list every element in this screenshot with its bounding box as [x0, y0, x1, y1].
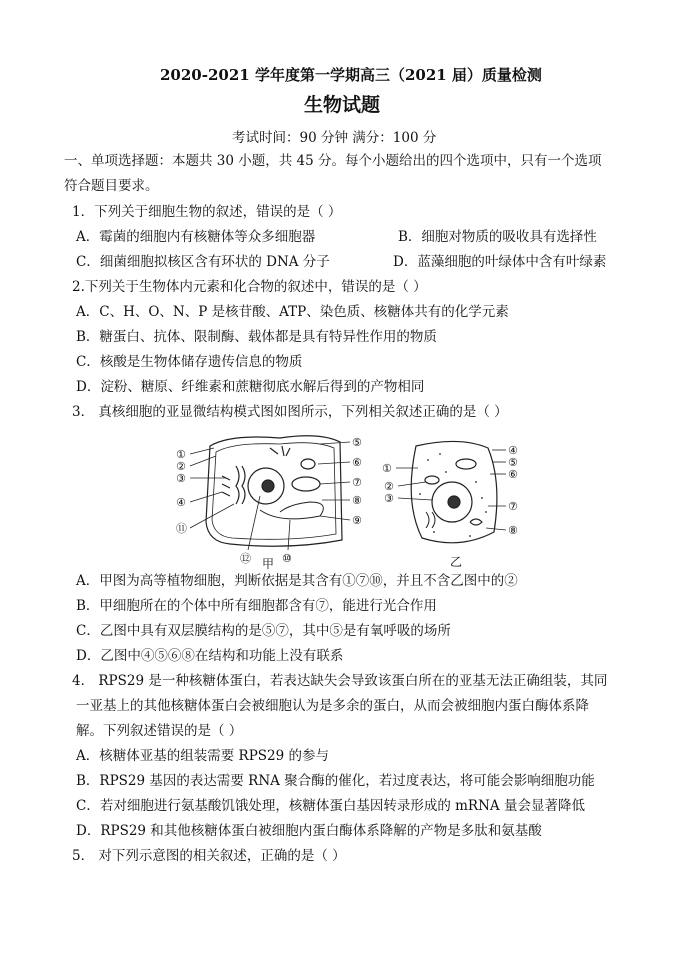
- q1-option-a: A．霉菌的细胞内有核糖体等众多细胞器: [76, 229, 316, 245]
- q4-option-d: D．RPS29 和其他核糖体蛋白被细胞内蛋白酶体系降解的产物是多肽和氨基酸: [76, 823, 542, 839]
- exam-title: 2020-2021 学年度第一学期高三（2021 届）质量检测: [160, 66, 542, 84]
- animal-label-3: ③: [384, 492, 394, 505]
- animal-label-2: ②: [384, 480, 394, 493]
- q2-option-b: B．糖蛋白、抗体、限制酶、载体都是具有特异性作用的物质: [76, 329, 437, 345]
- plant-cell-diagram: [206, 436, 342, 547]
- plant-label-9: ⑨: [352, 514, 362, 527]
- animal-label-8: ⑧: [508, 524, 518, 537]
- plant-label-6: ⑥: [352, 456, 362, 469]
- plant-label-11: ⑪: [176, 522, 187, 535]
- section-intro-cont: 符合题目要求。: [64, 178, 159, 194]
- q3-option-b: B．甲细胞所在的个体中所有细胞都含有⑦，能进行光合作用: [76, 598, 437, 614]
- plant-label-3: ③: [176, 472, 186, 485]
- q1-option-b: B．细胞对物质的吸收具有选择性: [398, 229, 597, 245]
- plant-cell-leader-lines: [190, 442, 350, 550]
- animal-label-1: ①: [382, 462, 392, 475]
- animal-cell-labels: [382, 444, 518, 537]
- q2-option-a: A．C、H、O、N、P 是核苷酸、ATP、染色质、核糖体共有的化学元素: [76, 304, 509, 320]
- q4-option-c: C．若对细胞进行氨基酸饥饿处理，核糖体蛋白基因转录形成的 mRNA 量会显著降低: [76, 798, 585, 814]
- animal-cell-caption: 乙: [450, 555, 463, 569]
- q2-option-d: D．淀粉、糖原、纤维素和蔗糖彻底水解后得到的产物相同: [76, 379, 425, 395]
- q3-option-c: C．乙图中具有双层膜结构的是⑤⑦，其中⑤是有氧呼吸的场所: [76, 623, 451, 639]
- q3-option-d: D．乙图中④⑤⑥⑧在结构和功能上没有联系: [76, 648, 344, 664]
- question-5-stem: 5． 对下列示意图的相关叙述，正确的是（ ）: [72, 848, 346, 864]
- q1-option-c: C．细菌细胞拟核区含有环状的 DNA 分子: [76, 254, 330, 270]
- q1-option-d: D．蓝藻细胞的叶绿体中含有叶绿素: [393, 254, 607, 270]
- plant-label-2: ②: [176, 460, 186, 473]
- animal-label-6: ⑥: [508, 468, 518, 481]
- plant-label-8: ⑧: [352, 494, 362, 507]
- plant-label-10: ⑩: [282, 552, 292, 565]
- plant-label-7: ⑦: [352, 476, 362, 489]
- question-2-stem: 2.下列关于生物体内元素和化合物的叙述中，错误的是（ ）: [72, 279, 427, 295]
- plant-label-1: ①: [176, 448, 186, 461]
- question-4-stem-cont: 一亚基上的其他核糖体蛋白会被细胞认为是多余的蛋白，从而会被细胞内蛋白酶体系降: [76, 698, 589, 714]
- question-3-stem: 3． 真核细胞的亚显微结构模式图如图所示，下列相关叙述正确的是（ ）: [72, 404, 508, 420]
- animal-label-7: ⑦: [508, 500, 518, 513]
- animal-label-4: ④: [508, 444, 518, 457]
- question-1-stem: 1．下列关于细胞生物的叙述，错误的是（ ）: [72, 204, 342, 220]
- animal-cell-diagram: [411, 441, 497, 542]
- plant-label-5: ⑤: [352, 436, 362, 449]
- question-4-stem: 4． RPS29 是一种核糖体蛋白，若表达缺失会导致该蛋白所在的亚基无法正确组装，其同: [72, 673, 608, 689]
- animal-cell-leader-lines: [396, 450, 506, 530]
- animal-label-5: ⑤: [508, 456, 518, 469]
- q4-option-a: A．核糖体亚基的组装需要 RPS29 的参与: [76, 748, 330, 764]
- plant-cell-caption: 甲: [262, 557, 275, 570]
- plant-label-12: ⑫: [240, 552, 251, 565]
- section-intro: 一、单项选择题：本题共 30 小题，共 45 分。每个小题给出的四个选项中，只有一个选项: [64, 153, 602, 169]
- q3-option-a: A．甲图为高等植物细胞，判断依据是其含有①⑦⑩，并且不含乙图中的②: [76, 573, 518, 589]
- subject-title: 生物试题: [304, 94, 381, 116]
- cell-diagram-figure: [170, 432, 530, 570]
- question-4-stem-end: 解。下列叙述错误的是（ ）: [76, 723, 243, 739]
- q2-option-c: C．核酸是生物体储存遗传信息的物质: [76, 354, 303, 370]
- plant-label-4: ④: [176, 496, 186, 509]
- exam-info: 考试时间：90 分钟 满分：100 分: [232, 130, 437, 146]
- q4-option-b: B．RPS29 基因的表达需要 RNA 聚合酶的催化，若过度表达，将可能会影响细胞功能: [76, 773, 595, 789]
